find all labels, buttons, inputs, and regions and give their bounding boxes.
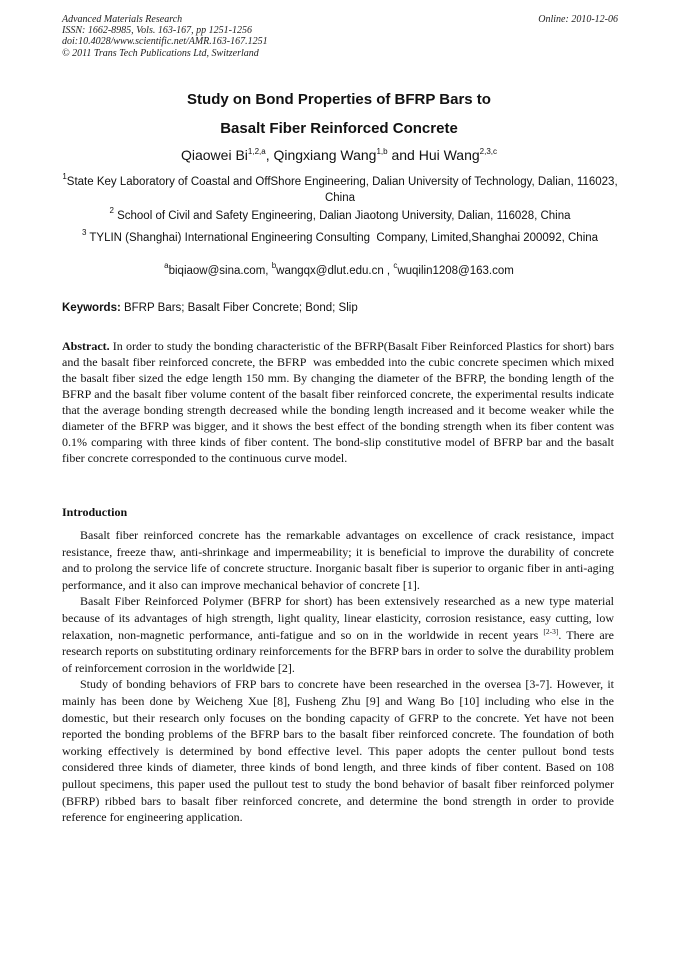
keywords <box>62 302 618 314</box>
author-affiliation-marker: 1,b <box>376 147 388 156</box>
affiliation-marker: 2 <box>109 206 114 215</box>
author-name: Hui Wang <box>418 147 480 163</box>
abstract <box>62 338 617 466</box>
keywords-label: Keywords: <box>62 302 121 314</box>
paragraph-text: Basalt Fiber Reinforced Polymer (BFRP for short) has been extensively researched as a new type material because of its advantages of high strength, light quality, linear elasticity, corrosion resistance, easy cutting, low relaxation, non-magnetic performance, anti-fatigue and so on in the worldwide in recent years <box>62 594 614 642</box>
email-link[interactable]: wangqx@dlut.edu.cn , <box>276 265 394 277</box>
author-list <box>0 147 678 163</box>
affiliation-1 <box>62 174 618 206</box>
affiliation-marker: 3 <box>81 228 87 237</box>
abstract-label: Abstract. <box>62 339 110 353</box>
email-marker: b <box>271 261 277 270</box>
affiliation-3 <box>62 230 618 246</box>
journal-header <box>62 14 618 59</box>
email-marker: a <box>164 261 169 270</box>
paragraph: Study of bonding behaviors of FRP bars to concrete have been researched in the oversea [3-7]. However, it mainly has been done by Weicheng Xue [8], Fusheng Zhu [9] and Wang Bo [10] including who else in the domestic, but their research only focuses on the bonding capacity of GFRP to the concrete. Yet have not been reported the bonding problems of the BFRP bars to the basalt fiber reinforced concrete. The foundation of both working effectively is determined by bond effective level. This paper adopts the center pullout bond tests considered three kinds of diameter, three kinds of bond length, and three kinds of fiber content. Based on 108 pullout specimens, this paper used the pullout test to study the bond behavior of basalt fiber reinforced polymer (BFRP) ribbed bars to basalt fiber reinforced concrete, and determine the bond strength in order to provide reference for engineering application. <box>62 677 614 825</box>
journal-name: Advanced Materials Research <box>62 14 183 25</box>
online-date: Online: 2010-12-06 <box>538 14 618 25</box>
abstract-text: In order to study the bonding characteristic of the BFRP(Basalt Fiber Reinforced Plastics for short) bars and the basalt fiber reinforced concrete, the BFRP was embedded into the cubic concrete specimen which mixed the basalt fiber sized the edge length 150 mm. By changing the diameter of the BFRP, the bonding length of the BFRP and the basalt fiber volume content of the basalt fiber reinforced concrete, the experimental results indicate that the average bonding strength decreased while the bonding length increased and it become weaker while the diameter of the BFRP was bigger, and it shows the best effect of the bonding strength when its fiber content was 0.1% comparing with three kinds of fiber content. The bond-slip constitutive model of BFRP bar and the basalt fiber concrete corresponded to the continuous curve model. <box>62 339 617 465</box>
affiliation-2 <box>62 208 618 224</box>
paper-title-line-1: Study on Bond Properties of BFRP Bars to <box>187 91 491 108</box>
email-link[interactable]: wuqilin1208@163.com <box>397 265 514 277</box>
citation-marker: [2-3] <box>543 626 559 636</box>
affiliation-marker: 1 <box>62 172 67 181</box>
section-heading-introduction: Introduction <box>62 505 128 519</box>
affiliation-text: State Key Laboratory of Coastal and OffShore Engineering, Dalian University of Technology, Dalian, 116023, China <box>66 176 618 204</box>
issn-line: ISSN: 1662-8985, Vols. 163-167, pp 1251-1256 <box>62 25 252 37</box>
doi-line: doi:10.4028/www.scientific.net/AMR.163-167.1251 <box>62 36 268 48</box>
paper-title-line-2: Basalt Fiber Reinforced Concrete <box>220 120 458 137</box>
paragraph <box>62 593 614 676</box>
author-separator: and <box>387 147 419 163</box>
author-emails <box>0 261 678 277</box>
paragraph: Basalt fiber reinforced concrete has the remarkable advantages on excellence of crack resistance, impact resistance, freeze thaw, anti-shrinkage and impermeability; it is beneficial to improve the durability of concrete and to prolong the service life of concrete structure. Inorganic basalt fiber is superior to organic fiber in anti-aging performance, and it also can improve mechanical behavior of concrete [1]. <box>62 528 614 592</box>
header-citation <box>62 14 618 59</box>
email-marker: c <box>393 261 398 270</box>
author-name: Qiaowei Bi <box>180 147 248 163</box>
email-link[interactable]: biqiaow@sina.com, <box>168 265 272 277</box>
author-name: Qingxiang Wang <box>273 147 377 163</box>
introduction-body <box>62 527 614 826</box>
author-affiliation-marker: 1,2,a <box>247 147 266 156</box>
affiliation-text: TYLIN (Shanghai) International Engineering Consulting Company, Limited,Shanghai 200092, China <box>86 232 599 244</box>
affiliation-text: School of Civil and Safety Engineering, Dalian Jiaotong University, Dalian, 116028, China <box>113 210 571 222</box>
keywords-text: BFRP Bars; Basalt Fiber Concrete; Bond; Slip <box>120 302 358 314</box>
copyright-line: © 2011 Trans Tech Publications Ltd, Switzerland <box>62 47 259 59</box>
author-separator: , <box>265 147 274 163</box>
author-affiliation-marker: 2,3,c <box>479 147 498 156</box>
paragraph-text: . There are research reports on substituting ordinary reinforcements for the BFRP bars in order to solve the durability problem of reinforcement corrosion in the worldwide [2]. <box>62 627 614 675</box>
